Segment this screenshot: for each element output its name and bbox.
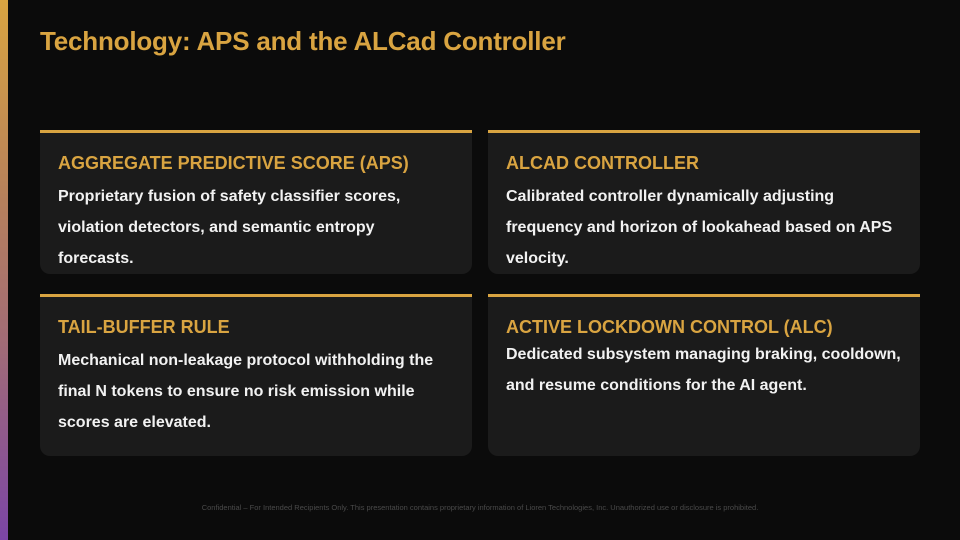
slide-title: Technology: APS and the ALCad Controller bbox=[40, 26, 566, 56]
card-aps bbox=[40, 130, 472, 274]
card-heading: ALCAD CONTROLLER bbox=[506, 153, 699, 173]
card-heading: AGGREGATE PREDICTIVE SCORE (APS) bbox=[58, 153, 409, 173]
card-alcad-controller bbox=[488, 130, 920, 274]
card-active-lockdown-control bbox=[488, 294, 920, 456]
accent-bar bbox=[0, 0, 8, 540]
card-heading: ACTIVE LOCKDOWN CONTROL (ALC) bbox=[506, 317, 833, 337]
confidential-footer: Confidential – For Intended Recipients Only. This presentation contains proprietary information of Lioren Technologies, Inc. Unauthorized use or disclosure is prohibited. bbox=[201, 503, 759, 512]
card-heading: TAIL-BUFFER RULE bbox=[58, 317, 230, 337]
card-body: Calibrated controller dynamically adjusting frequency and horizon of lookahead based on APS velocity. bbox=[506, 188, 893, 267]
card-body: Mechanical non-leakage protocol withholding the final N tokens to ensure no risk emission while scores are elevated. bbox=[58, 352, 434, 431]
card-body: Proprietary fusion of safety classifier scores, violation detectors, and semantic entropy forecasts. bbox=[58, 188, 401, 267]
card-body: Dedicated subsystem managing braking, cooldown, and resume conditions for the AI agent. bbox=[506, 346, 901, 394]
card-tail-buffer-rule bbox=[40, 294, 472, 456]
